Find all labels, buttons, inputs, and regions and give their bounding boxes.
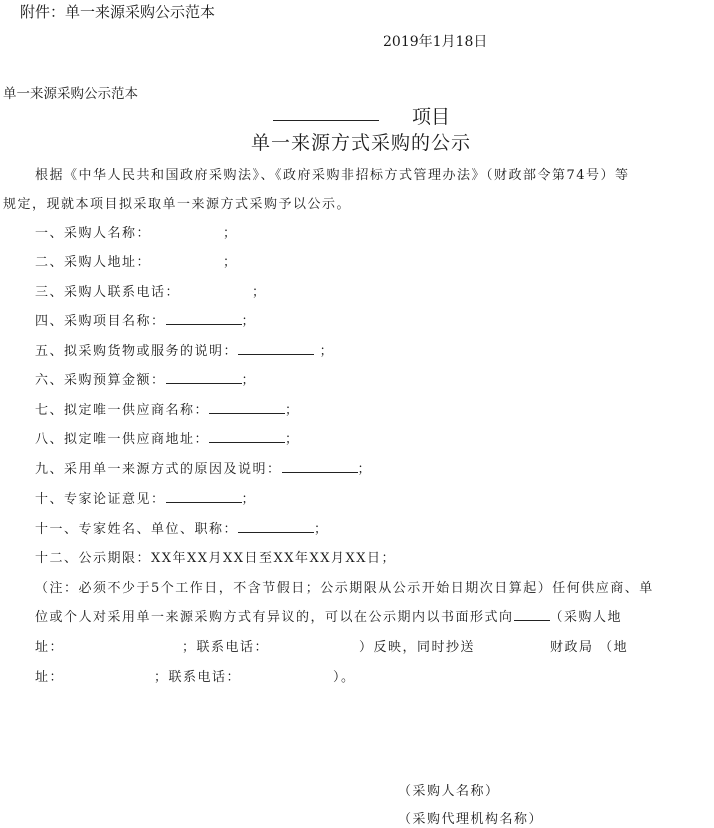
main-title: 单一来源方式采购的公示	[250, 132, 471, 154]
item-label: 六、采购预算金额：	[35, 373, 166, 388]
project-word: 项目	[412, 106, 451, 128]
item-label: 七、拟定唯一供应商名称：	[35, 403, 210, 418]
item-end: ；	[241, 492, 257, 507]
item-label: 十、专家论证意见：	[35, 492, 166, 507]
fill-blank	[166, 371, 242, 384]
item-purchaser-name	[35, 222, 238, 241]
note-phone-label: ；联系电话：	[154, 670, 242, 685]
item-end: ；	[223, 255, 238, 270]
document-subtitle: 单一来源采购公示范本	[3, 86, 138, 102]
item-supplier-address	[35, 428, 300, 447]
note-finance-bureau: 财政局 （地	[550, 640, 629, 655]
fill-blank	[209, 401, 285, 414]
item-end: ；	[285, 432, 300, 447]
fill-blank	[238, 520, 314, 533]
item-budget	[35, 369, 256, 388]
item-project-name	[35, 310, 256, 329]
fill-blank	[514, 608, 550, 621]
note-address-label: 址：	[35, 670, 65, 685]
note-report-text: ）反映，同时抄送	[359, 640, 476, 655]
fill-blank	[209, 430, 285, 443]
item-expert-info	[35, 518, 329, 537]
note-address-label: 址：	[35, 640, 65, 655]
item-goods-description	[35, 340, 334, 359]
note-phone-label: ；联系电话：	[182, 640, 270, 655]
intro-line-2: 规定，现就本项目拟采取单一来源方式采购予以公示。	[3, 197, 352, 212]
item-end: ；	[241, 373, 257, 388]
project-name-blank	[273, 102, 379, 121]
item-purchaser-phone	[35, 281, 267, 300]
note-line-2	[35, 606, 622, 625]
note-close: ）。	[333, 670, 356, 685]
item-label: 三、采购人联系电话：	[35, 285, 181, 300]
fill-blank	[282, 460, 358, 473]
purchaser-name-signature: （采购人名称）	[398, 784, 500, 799]
item-purchaser-address	[35, 251, 238, 270]
item-end: ；	[252, 285, 267, 300]
fill-blank	[166, 312, 242, 325]
item-supplier-name	[35, 399, 300, 418]
item-end: ；	[223, 226, 238, 241]
note-line-4	[35, 666, 356, 685]
document-date: 2019年1月18日	[383, 34, 488, 50]
item-end: ；	[314, 344, 335, 359]
note-line-2-tail: （采购人地	[549, 610, 623, 625]
item-end: ；	[285, 403, 300, 418]
item-label: 四、采购项目名称：	[35, 314, 166, 329]
note-line-2-text: 位或个人对采用单一来源采购方式有异议的，可以在公示期内以书面形式向	[35, 610, 514, 625]
item-end: ；	[241, 314, 257, 329]
item-announcement-period	[35, 547, 396, 566]
intro-line-1: 根据《中华人民共和国政府采购法》、《政府采购非招标方式管理办法》（财政部令第74号）等	[35, 168, 630, 183]
note-line-1: （注：必须不少于5个工作日，不含节假日；公示期限从公示开始日期次日算起）任何供应商、单	[35, 581, 654, 596]
agency-name-signature: （采购代理机构名称）	[398, 812, 544, 827]
item-label: 九、采用单一来源方式的原因及说明：	[35, 462, 282, 477]
item-label: 八、拟定唯一供应商地址：	[35, 432, 210, 447]
note-line-3	[35, 636, 628, 655]
fill-blank	[166, 490, 242, 503]
item-label: 十一、专家姓名、单位、职称：	[35, 522, 239, 537]
item-end: ；	[314, 522, 329, 537]
item-end: ；	[357, 462, 373, 477]
attachment-header: 附件：单一来源采购公示范本	[20, 3, 216, 21]
item-label: 二、采购人地址：	[35, 255, 152, 270]
item-label: 一、采购人名称：	[35, 226, 152, 241]
item-expert-opinion	[35, 488, 256, 507]
fill-blank	[238, 342, 314, 355]
item-label: 十二、公示期限：XX年XX月XX日至XX年XX月XX日；	[35, 551, 397, 566]
item-label: 五、拟采购货物或服务的说明：	[35, 344, 239, 359]
item-reason	[35, 458, 372, 477]
